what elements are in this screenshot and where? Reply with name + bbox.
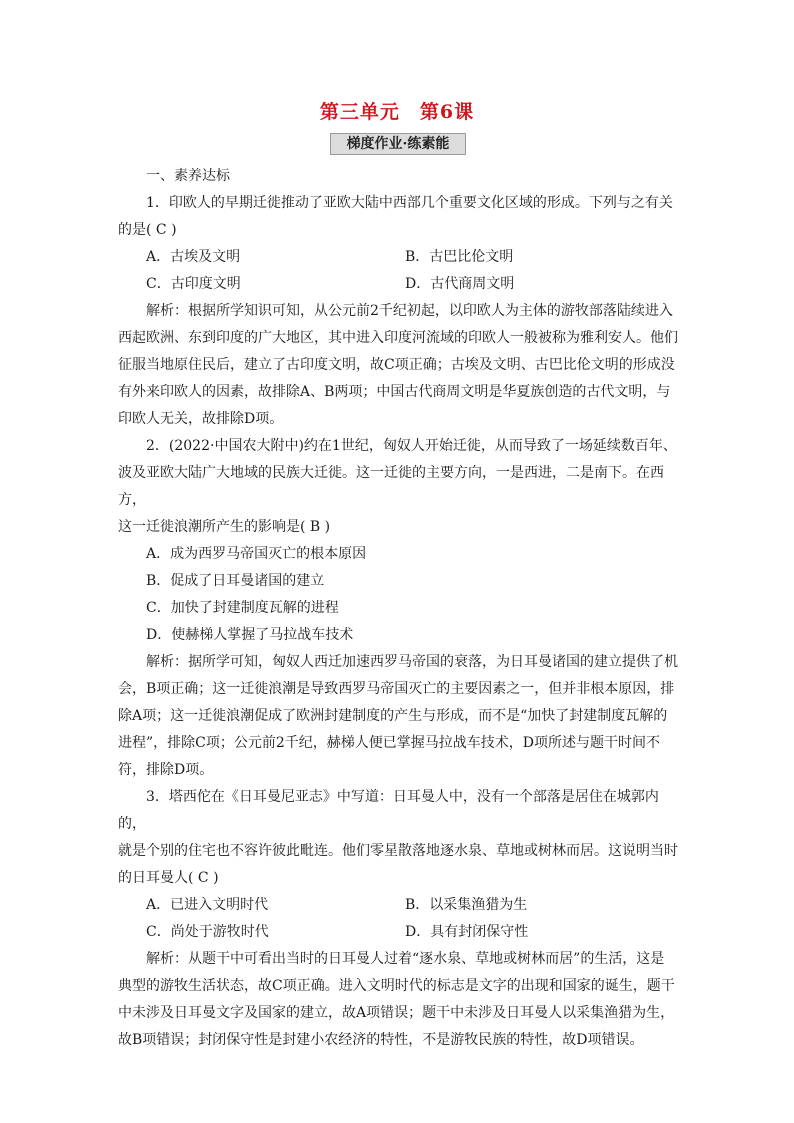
q1-stem-line1: 1．印欧人的早期迁徙推动了亚欧大陆中西部几个重要文化区域的形成。下列与之有关 <box>146 195 673 211</box>
q3-analysis-line: 解析：从题干中可看出当时的日耳曼人过着“逐水泉、草地或树林而居”的生活，这是 <box>146 951 665 967</box>
q2-stem-line: 波及亚欧大陆广大地域的民族大迁徙。这一迁徙的主要方向，一是西进，二是南下。在西方， <box>118 465 664 508</box>
q3-stem-line: 3．塔西佗在《日耳曼尼亚志》中写道：日耳曼人中，没有一个部落是居住在城郭内的， <box>118 789 659 832</box>
q1-options-row2 <box>118 271 678 298</box>
q3-analysis-line: 故B项错误；封闭保守性是封建小农经济的特性，不是游牧民族的特性，故D项错误。 <box>118 1032 644 1048</box>
section-heading: 一、素养达标 <box>146 168 230 184</box>
document-body <box>118 163 678 1054</box>
title-lesson: 第6课 <box>419 101 475 123</box>
q3-stem-line: 就是个别的住宅也不容许彼此毗连。他们零星散落地逐水泉、草地或树林而居。这说明当时 <box>118 843 678 859</box>
q2-analysis-line: 符，排除D项。 <box>118 762 214 778</box>
q2-option-b: B．促成了日耳曼诸国的建立 <box>146 573 325 589</box>
q1-option-b: B．古巴比伦文明 <box>405 249 514 265</box>
q3-option-c: C．尚处于游牧时代 <box>146 924 269 940</box>
q2-option-c: C．加快了封建制度瓦解的进程 <box>146 600 339 616</box>
q1-analysis-line: 西起欧洲、东到印度的广大地区，其中进入印度河流域的印欧人一般被称为雅利安人。他们 <box>118 330 678 346</box>
q3-analysis-line: 中未涉及日耳曼文字及国家的建立，故A项错误；题干中未涉及日耳曼人以采集渔猎为生， <box>118 1005 675 1021</box>
q2-analysis-line: 除A项；这一迁徙浪潮促成了欧洲封建制度的产生与形成，而不是“加快了封建制度瓦解的 <box>118 708 668 724</box>
q3-analysis-line: 典型的游牧生活状态，故C项正确。进入文明时代的标志是文字的出现和国家的诞生，题干 <box>118 978 675 994</box>
q3-option-d: D．具有封闭保守性 <box>405 924 529 940</box>
q1-analysis-line: 有外来印欧人的因素，故排除A、B两项；中国古代商周文明是华夏族创造的古代文明，与 <box>118 384 671 400</box>
q1-analysis-line: 印欧人无关，故排除D项。 <box>118 411 284 427</box>
q1-option-d: D．古代商周文明 <box>405 276 515 292</box>
q2-option-d: D．使赫梯人掌握了马拉战车技术 <box>146 627 354 643</box>
q3-stem-line: 的日耳曼人( C ) <box>118 870 219 886</box>
q2-analysis-line: 进程”，排除C项；公元前2千纪，赫梯人便已掌握马拉战车技术，D项所述与题干时间不 <box>118 735 660 751</box>
q3-option-b: B．以采集渔猎为生 <box>405 897 528 913</box>
q1-analysis-line: 解析：根据所学知识可知，从公元前2千纪初起，以印欧人为主体的游牧部落陆续进入 <box>146 303 673 319</box>
q2-analysis-line: 解析：据所学可知，匈奴人西迁加速西罗马帝国的衰落，为日耳曼诸国的建立提供了机 <box>146 654 678 670</box>
q1-option-c: C．古印度文明 <box>146 276 241 292</box>
q1-options-row1 <box>118 244 678 271</box>
section-banner: 梯度作业·练素能 <box>330 133 466 155</box>
q1-option-a: A．古埃及文明 <box>146 249 241 265</box>
q3-options-row1 <box>118 892 678 919</box>
page-title <box>0 97 794 124</box>
q3-option-a: A．已进入文明时代 <box>146 897 269 913</box>
q1-stem-line2: 的是( C ) <box>118 222 177 238</box>
title-unit: 第三单元 <box>319 101 400 123</box>
q2-stem-line: 2．(2022·中国农大附中)约在1世纪，匈奴人开始迁徙，从而导致了一场延续数百年、 <box>146 438 677 454</box>
q3-options-row2 <box>118 919 678 946</box>
q2-stem-line: 这一迁徙浪潮所产生的影响是( B ) <box>118 519 331 535</box>
q1-analysis-line: 征服当地原住民后，建立了古印度文明，故C项正确；古埃及文明、古巴比伦文明的形成没 <box>118 357 675 373</box>
q2-option-a: A．成为西罗马帝国灭亡的根本原因 <box>146 546 367 562</box>
q2-analysis-line: 会，B项正确；这一迁徙浪潮是导致西罗马帝国灭亡的主要因素之一，但并非根本原因，排 <box>118 681 675 697</box>
